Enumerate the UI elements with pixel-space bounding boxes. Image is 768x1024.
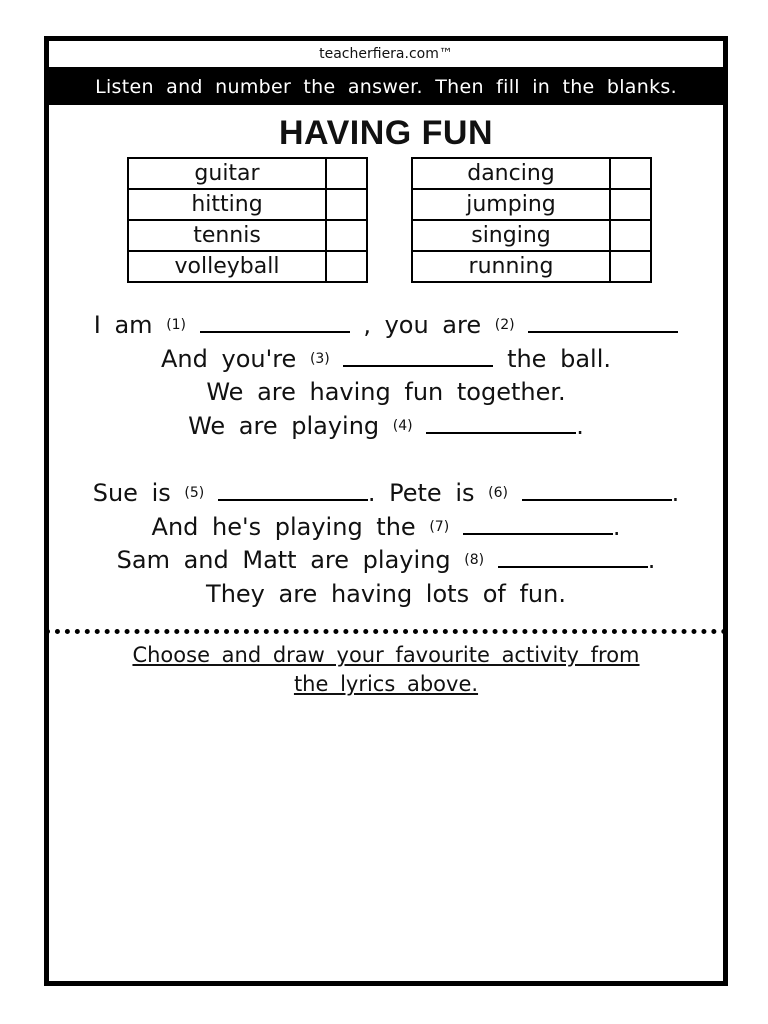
word-cell: guitar	[128, 158, 326, 189]
blank-number: (1)	[166, 317, 187, 334]
lyric-text: We are playing	[188, 411, 380, 440]
worksheet-title: HAVING FUN	[278, 114, 494, 152]
dotted-divider	[45, 629, 727, 634]
fill-blank[interactable]	[463, 515, 613, 535]
lyric-line: We are having fun together.	[206, 378, 566, 407]
number-box[interactable]	[326, 251, 367, 282]
lyric-text: .	[671, 479, 680, 507]
lyric-text: Sam and Matt are playing	[116, 546, 451, 575]
lyric-line	[49, 477, 723, 511]
lyric-text: And you're	[161, 344, 297, 373]
blank-number: (3)	[309, 350, 330, 367]
word-row	[412, 220, 651, 251]
fill-blank[interactable]	[218, 481, 368, 501]
lyric-text: .	[576, 411, 584, 440]
lyric-text: the ball.	[507, 344, 611, 373]
blank-number: (5)	[184, 485, 205, 502]
lyric-text: , you are	[363, 311, 482, 339]
draw-instruction	[49, 641, 723, 699]
lyric-text: Sue is	[92, 479, 171, 507]
word-cell: dancing	[412, 158, 610, 189]
site-credit: teacherfiera.com™	[49, 41, 723, 69]
blank-number: (4)	[392, 417, 413, 434]
word-table-right	[411, 157, 652, 283]
number-box[interactable]	[326, 220, 367, 251]
fill-blank[interactable]	[522, 481, 672, 501]
blank-number: (8)	[464, 552, 485, 569]
word-cell: volleyball	[128, 251, 326, 282]
word-row	[412, 189, 651, 220]
instruction-banner: Listen and number the answer. Then fill in the blanks.	[49, 69, 723, 105]
lyric-text: . Pete is	[367, 479, 475, 507]
word-cell: running	[412, 251, 610, 282]
blank-number: (2)	[494, 317, 515, 334]
lyrics-verse-2	[49, 477, 723, 611]
blank-number: (7)	[429, 518, 450, 535]
lyrics-verse-1	[49, 309, 723, 443]
word-row	[128, 220, 367, 251]
lyric-line: They are having lots of fun.	[206, 579, 566, 608]
word-row	[128, 158, 367, 189]
word-cell: hitting	[128, 189, 326, 220]
number-box[interactable]	[610, 220, 651, 251]
number-box[interactable]	[610, 158, 651, 189]
word-table-left	[127, 157, 368, 283]
lyric-line	[49, 544, 723, 578]
fill-blank[interactable]	[343, 347, 493, 367]
draw-instruction-line: Choose and draw your favourite activity from	[132, 643, 640, 667]
word-row	[412, 251, 651, 282]
number-box[interactable]	[610, 189, 651, 220]
fill-blank[interactable]	[498, 548, 648, 568]
number-box[interactable]	[610, 251, 651, 282]
word-cell: tennis	[128, 220, 326, 251]
word-row	[128, 189, 367, 220]
lyric-line	[49, 343, 723, 377]
fill-blank[interactable]	[528, 313, 678, 333]
lyric-line	[49, 410, 723, 444]
lyric-text: And he's playing the	[151, 512, 416, 541]
number-box[interactable]	[326, 158, 367, 189]
fill-blank[interactable]	[426, 414, 576, 434]
word-cell: jumping	[412, 189, 610, 220]
lyric-text: .	[612, 512, 621, 541]
word-cell: singing	[412, 220, 610, 251]
lyric-text: I am	[93, 311, 153, 339]
fill-blank[interactable]	[200, 313, 350, 333]
word-row	[412, 158, 651, 189]
blank-number: (6)	[488, 485, 508, 502]
number-box[interactable]	[326, 189, 367, 220]
word-row	[128, 251, 367, 282]
draw-instruction-line: the lyrics above.	[293, 672, 479, 696]
lyric-text: .	[647, 546, 656, 575]
worksheet-frame	[44, 36, 728, 986]
lyric-line	[49, 309, 723, 343]
lyric-line	[49, 511, 723, 545]
